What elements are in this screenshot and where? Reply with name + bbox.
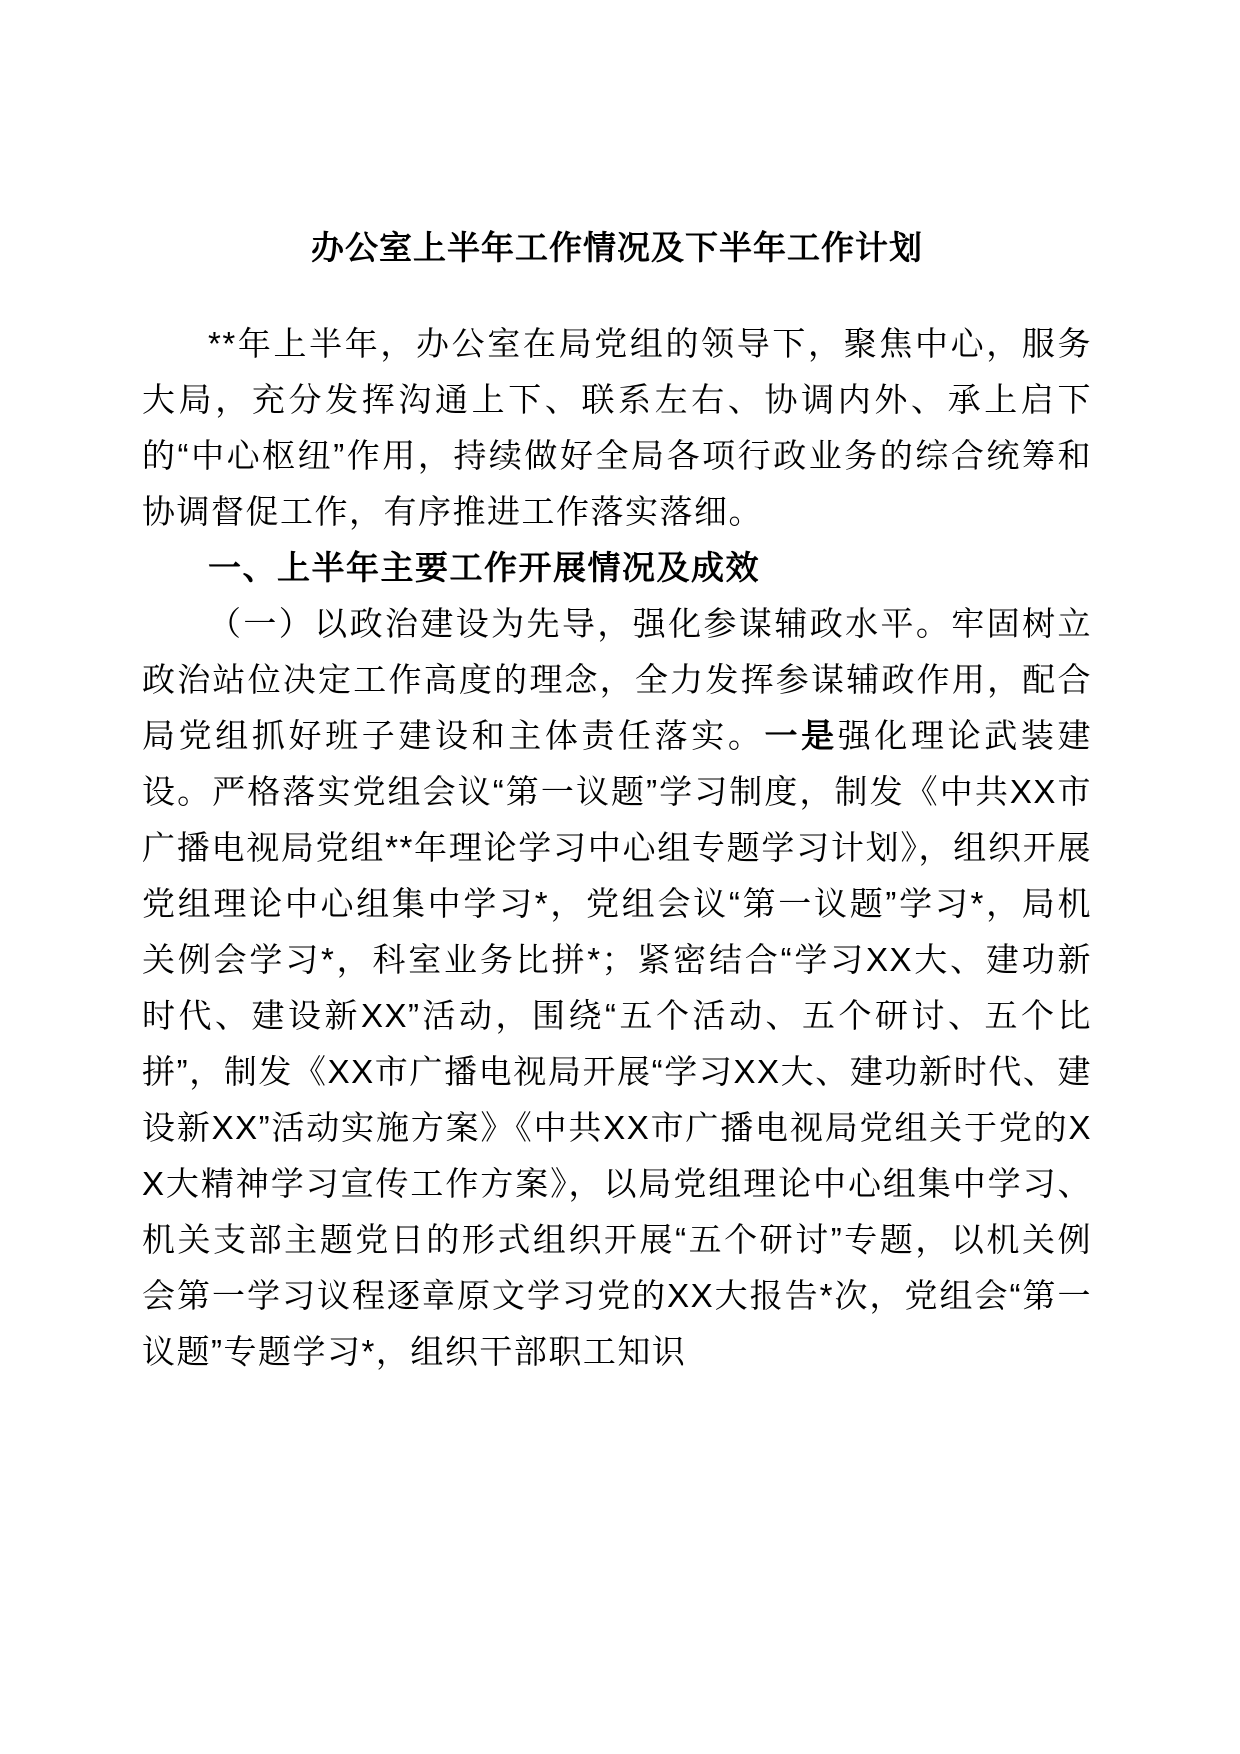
section-heading-1: 一、上半年主要工作开展情况及成效 [208, 549, 760, 586]
section1-paragraph-bold-lead: 一是 [764, 717, 838, 754]
section1-paragraph-text-1: （一）以政治建设为先导，强化参谋辅政水平。牢固树立政治站位决定工作高度的理念，全力发挥参谋辅政作用，配合局党组抓好班子建设和主体责任落实。 [142, 605, 1092, 754]
document-title: 办公室上半年工作情况及下半年工作计划 [311, 229, 923, 266]
intro-paragraph: **年上半年，办公室在局党组的领导下，聚焦中心，服务大局，充分发挥沟通上下、联系左右、协调内外、承上启下的“中心枢纽”作用，持续做好全局各项行政业务的综合统筹和协调督促工作，有序推进工作落实落细。 [142, 325, 1092, 530]
section1-paragraph-text-2: 强化理论武装建设。严格落实党组会议“第一议题”学习制度，制发《中共XX市广播电视局党组**年理论学习中心组专题学习计划》，组织开展党组理论中心组集中学习*，党组会议“第一议题”学习*，局机关例会学习*，科室业务比拼*；紧密结合“学习XX大、建功新时代、建设新XX”活动，围绕“五个活动、五个研讨、五个比拼”，制发《XX市广播电视局开展“学习XX大、建功新时代、建设新XX”活动实施方案》《中共XX市广播电视局党组关于党的XX大精神学习宣传工作方案》，以局党组理论中心组集中学习、机关支部主题党日的形式组织开展“五个研讨”专题，以机关例会第一学习议程逐章原文学习党的XX大报告*次，党组会“第一议题”专题学习*，组织干部职工知识 [142, 717, 1093, 1370]
section1-paragraph [142, 596, 1092, 1380]
